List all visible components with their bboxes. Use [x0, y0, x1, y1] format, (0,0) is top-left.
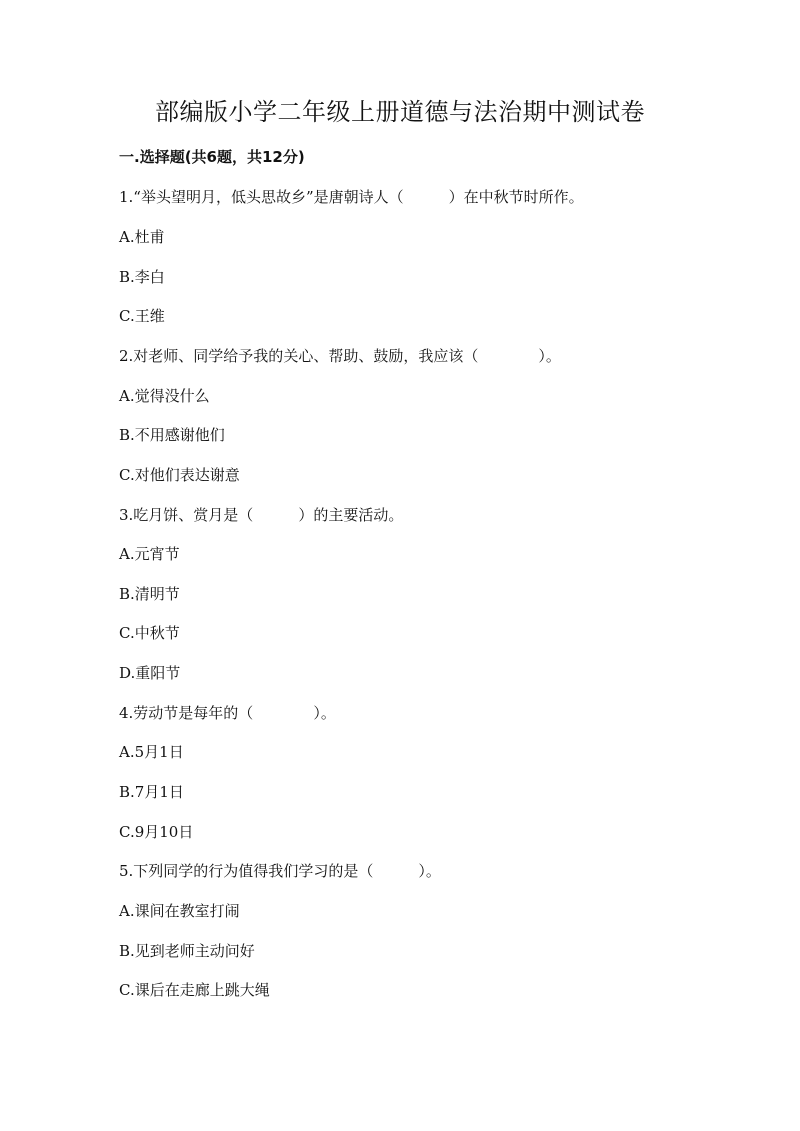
question-2-option-c: C.对他们表达谢意 [119, 466, 240, 484]
question-2-option-a: A.觉得没什么 [119, 387, 210, 405]
question-1-option-b: B.李白 [119, 268, 165, 286]
question-1-option-c: C.王维 [119, 307, 165, 325]
question-4-option-b: B.7月1日 [119, 783, 184, 801]
question-5-option-a: A.课间在教室打闹 [119, 902, 240, 920]
question-3-option-a: A.元宵节 [119, 545, 180, 563]
question-3-option-b: B.清明节 [119, 585, 180, 603]
question-3-option-d: D.重阳节 [119, 664, 181, 682]
question-1-stem: 1.“举头望明月，低头思故乡”是唐朝诗人（ ）在中秋节时所作。 [119, 188, 584, 206]
question-4-stem: 4.劳动节是每年的（ ）。 [119, 704, 336, 722]
question-4-option-a: A.5月1日 [119, 743, 184, 761]
question-3-option-c: C.中秋节 [119, 624, 180, 642]
question-1-option-a: A.杜甫 [119, 228, 165, 246]
question-2-stem: 2.对老师、同学给予我的关心、帮助、鼓励，我应该（ ）。 [119, 347, 561, 365]
question-5-option-c: C.课后在走廊上跳大绳 [119, 981, 270, 999]
question-5-stem: 5.下列同学的行为值得我们学习的是（ ）。 [119, 862, 441, 880]
question-3-stem: 3.吃月饼、赏月是（ ）的主要活动。 [119, 506, 404, 524]
section-heading: 一.选择题(共6题，共12分) [119, 148, 305, 166]
question-2-option-b: B.不用感谢他们 [119, 426, 225, 444]
exam-title: 部编版小学二年级上册道德与法治期中测试卷 [155, 98, 645, 126]
question-5-option-b: B.见到老师主动问好 [119, 942, 255, 960]
question-4-option-c: C.9月10日 [119, 823, 194, 841]
